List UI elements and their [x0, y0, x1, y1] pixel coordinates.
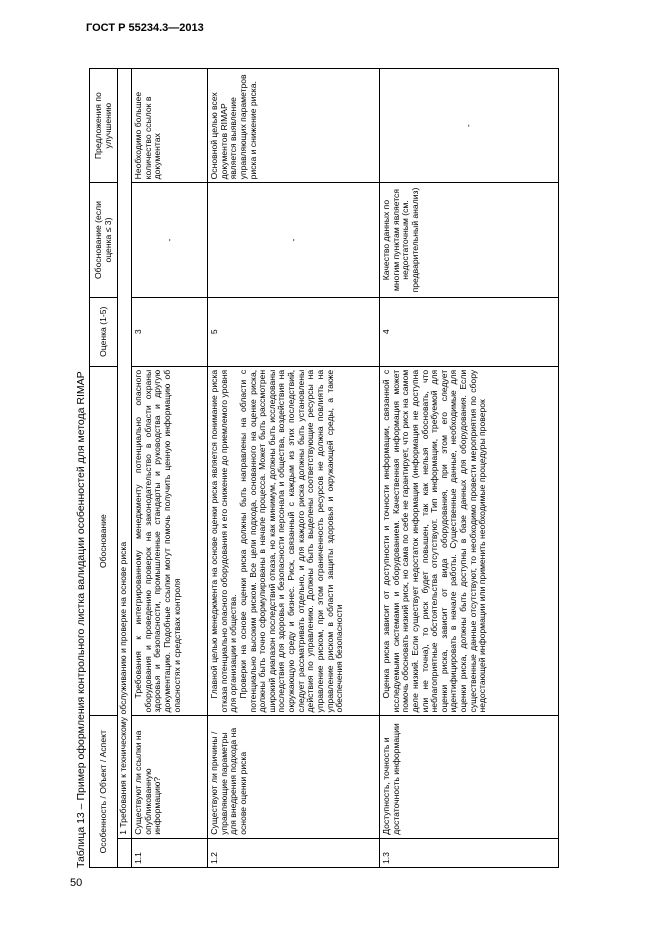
table-row [208, 69, 380, 868]
column-header-aspect: Особенность / Объект / Аспект [90, 716, 118, 868]
table-header-row [90, 69, 118, 868]
validation-checklist-table [89, 68, 559, 868]
justification-paragraph: Главной целью менеджмента на основе оценки риска является понимание риска отказа потенциально опасного оборудования и его снижение до приемлемого уровня для организации и общества. [209, 369, 239, 713]
section-title: 1 Требования к техническому обслуживанию и проверке на основе риска [118, 69, 132, 839]
row-reason: - [208, 183, 380, 297]
row-score: 4 [380, 297, 559, 366]
row-justification [132, 366, 208, 716]
row-suggestion: Основной целью всех документов RIMAP является выявление управляющих параметров риска и снижение риска. [208, 69, 380, 183]
table-caption: Таблица 13 – Пример оформления контрольного листка валидации особенностей для метода RIMAP [75, 371, 87, 868]
row-suggestion: - [380, 69, 559, 183]
justification-paragraph: Требования к интегрированному менеджменту потенциально опасного оборудования и проведению проверок на законодательство в области охраны здоровья и безопасности, промышленные стандарты и руководства и другую документацию. Подобные ссылки могут помочь получить ценную информацию об опасностях и средствах контроля [133, 369, 182, 713]
column-header-suggestion: Предложения по улучшению [90, 69, 118, 183]
column-header-reason: Обоснование (если оценка ≤ 3) [90, 183, 118, 297]
row-justification [208, 366, 380, 716]
column-header-justification: Обоснование [90, 366, 118, 716]
row-reason: Качество данных по многим пунктам является недостаточным (см. предварительный анализ) [380, 183, 559, 297]
table-row [380, 69, 559, 868]
row-aspect: Существуют ли причины / управляющие параметры для внедрения подхода на основе оценки риска [208, 716, 380, 838]
row-number: 1.3 [380, 838, 559, 867]
row-score: 3 [132, 297, 208, 366]
section-row [118, 69, 132, 868]
justification-paragraph: Проверки на основе оценки риска должны быть направлены на области с потенциально высоким риском. Все цели подхода, основанного на оценке риска, должны быть точно сформулированы в начале процесса. Может быть рассмотрен широкий диапазон последствий отказа, но как минимум, должны быть исследованы последствия для здоровья и безопасности персонала и общества, воздействия на окружающую среду и бизнес. Риск, связанный с каждым из этих последствий, следует рассматривать отдельно, и для каждого риска должны быть установлены действия по управлению. Должны быть выделены соответствующие ресурсы на управление риском, при этом ограниченность ресурсов не должна повлиять на управление риском в области защиты здоровья и окружающей среды, а также обеспечения безопасности [237, 369, 345, 713]
row-number: 1.2 [208, 838, 380, 867]
justification-paragraph: Оценка риска зависит от доступности и точности информации, связанной с исследуемыми системами и оборудованием. Качественная информация может помочь обосновать низкий риск, но сама по себе не гарантирует, что риск на самом деле низкий. Если существует недостаток информации (информация не доступна или не точна), то риск будет повышен, так как нельзя обосновать, что неблагоприятные обстоятельства отсутствуют. Тип информации, требуемой для оценки риска, зависит от вида оборудования, при этом его следует идентифицировать в начале работы. Существенные данные, необходимые для оценки риска, должны быть доступны в базе данных для оборудования. Если существенные данные отсутствуют, то необходимо провести мероприятия по сбору недостающей информации или применить необходимые процедуры проверок [381, 369, 488, 713]
section-num-cell [118, 838, 132, 867]
rotated-table-container [89, 68, 559, 868]
document-header: ГОСТ Р 55234.3—2013 [86, 22, 204, 34]
column-header-score: Оценка (1-5) [90, 297, 118, 366]
row-justification [380, 366, 559, 716]
table-row [132, 69, 208, 868]
row-number: 1.1 [132, 838, 208, 867]
row-score: 5 [208, 297, 380, 366]
row-reason: - [132, 183, 208, 297]
row-aspect: Доступность, точность и достаточность информации [380, 716, 559, 838]
row-aspect: Существуют ли ссылки на опубликованную информацию? [132, 716, 208, 838]
row-suggestion: Необходимо большее количество ссылок в документах [132, 69, 208, 183]
page-number: 50 [70, 877, 83, 889]
